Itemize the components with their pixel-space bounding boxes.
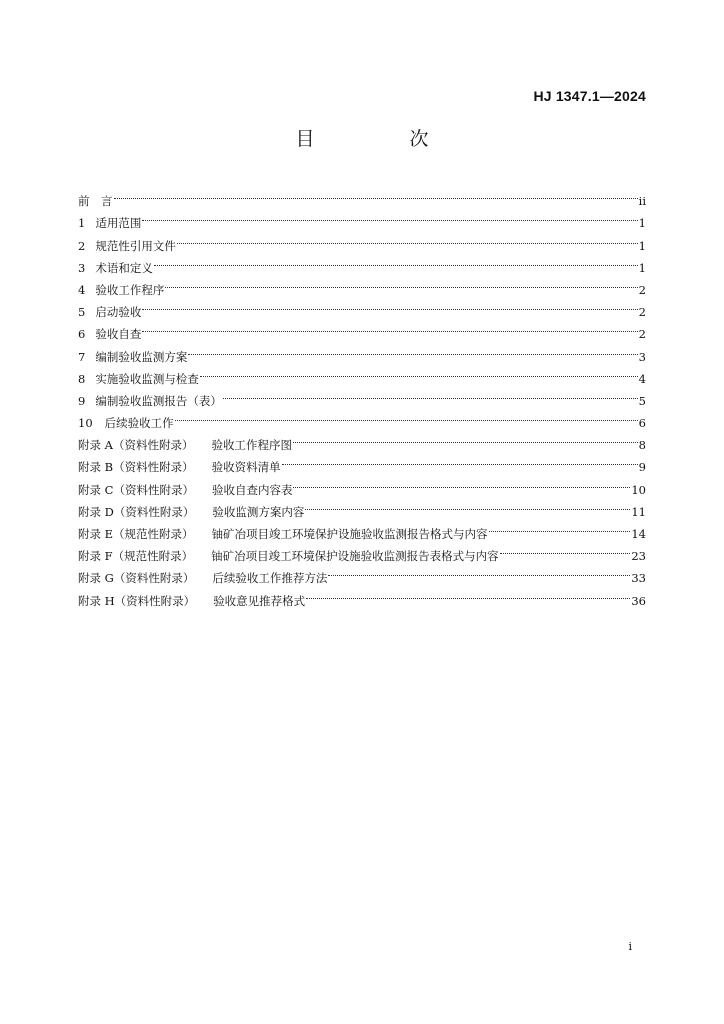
toc-entry-label: 前 言 <box>78 194 113 209</box>
toc-entry-number: 9 <box>78 393 86 408</box>
toc-entry-number: 1 <box>78 216 86 231</box>
toc-entry-page: 36 <box>631 593 646 608</box>
toc-entry-label: 验收自查内容表 <box>211 482 293 497</box>
toc-entry-page: 9 <box>638 460 646 475</box>
toc-dot-leader <box>489 516 631 538</box>
toc-entry-number: 6 <box>78 327 86 342</box>
toc-entry-label: 适用范围 <box>95 216 142 231</box>
toc-entry-page: 2 <box>638 327 646 342</box>
toc-entry-number: 4 <box>78 282 86 297</box>
toc-entry-number: 附录 A（资料性附录） <box>78 438 194 453</box>
toc-entry-label: 验收工作程序图 <box>211 438 292 453</box>
page-title: 目 次 <box>295 128 467 150</box>
toc-dot-leader <box>306 582 630 604</box>
toc-dot-leader <box>200 361 638 383</box>
toc-entry-number: 2 <box>78 238 86 253</box>
toc-dot-leader <box>114 183 638 205</box>
toc-entry-label: 后续验收工作推荐方法 <box>212 571 328 586</box>
toc-entry[interactable] <box>78 250 646 275</box>
toc-entry-label: 规范性引用文件 <box>95 238 176 253</box>
toc-entry[interactable] <box>78 205 646 231</box>
toc-entry-number: 7 <box>78 349 86 364</box>
toc-dot-leader <box>500 538 631 560</box>
toc-entry-page: 4 <box>638 371 646 386</box>
toc-entry-label: 实施验收监测与检查 <box>95 371 199 386</box>
toc-entry-label: 验收监测方案内容 <box>212 504 305 519</box>
toc-entry-page: 6 <box>638 416 646 431</box>
toc-entry-page: 3 <box>638 349 646 364</box>
toc-entry-label: 验收意见推荐格式 <box>213 593 306 608</box>
toc-entry-page: 23 <box>631 549 646 564</box>
toc-entry-page: 2 <box>638 305 646 320</box>
toc-entry[interactable] <box>78 294 646 320</box>
toc-entry-page: 1 <box>638 260 646 275</box>
toc-dot-leader <box>177 227 638 249</box>
toc-entry-label: 编制验收监测报告（表） <box>95 393 222 408</box>
toc-entry[interactable] <box>78 227 646 253</box>
toc-dot-leader <box>142 316 637 338</box>
toc-entry-label: 验收自查 <box>95 327 142 342</box>
page-number: i <box>628 940 632 953</box>
toc-entry-page: 10 <box>631 482 646 497</box>
toc-entry[interactable] <box>78 272 646 297</box>
toc-entry-number: 附录 B（资料性附录） <box>78 460 194 475</box>
toc-entry-label: 编制验收监测方案 <box>95 349 188 364</box>
toc-entry-label: 铀矿冶项目竣工环境保护设施验收监测报告格式与内容 <box>211 527 488 541</box>
toc-entry-page: ii <box>638 194 646 209</box>
toc-entry-number: 附录 H（资料性附录） <box>78 593 196 608</box>
table-of-contents <box>78 183 646 608</box>
toc-entry-label: 术语和定义 <box>95 260 153 275</box>
toc-entry-label: 后续验收工作 <box>104 416 174 431</box>
toc-entry-label: 启动验收 <box>95 305 142 320</box>
toc-entry[interactable] <box>78 338 646 364</box>
toc-entry-page: 1 <box>638 216 646 231</box>
toc-entry-label: 验收资料清单 <box>211 460 281 475</box>
toc-dot-leader <box>154 250 638 272</box>
toc-entry-page: 11 <box>631 504 646 519</box>
toc-entry-page: 5 <box>638 393 646 408</box>
toc-entry-number: 3 <box>78 260 86 275</box>
toc-dot-leader <box>328 560 630 582</box>
toc-dot-leader <box>142 205 637 227</box>
toc-entry-label: 铀矿冶项目竣工环境保护设施验收监测报告表格式与内容 <box>211 549 499 564</box>
standard-code: HJ 1347.1—2024 <box>533 88 646 104</box>
toc-entry[interactable] <box>78 183 646 209</box>
toc-dot-leader <box>282 449 638 471</box>
toc-dot-leader <box>293 471 630 493</box>
toc-entry-number: 附录 C（资料性附录） <box>78 482 194 497</box>
toc-entry[interactable] <box>78 316 646 342</box>
toc-entry-page: 33 <box>631 571 646 586</box>
toc-entry-number: 附录 E（规范性附录） <box>78 527 194 541</box>
toc-entry-number: 附录 G（资料性附录） <box>78 571 195 586</box>
toc-entry-number: 附录 F（规范性附录） <box>78 549 194 564</box>
toc-entry-page: 2 <box>638 282 646 297</box>
toc-dot-leader <box>165 272 637 294</box>
toc-entry-page: 14 <box>631 527 646 541</box>
toc-dot-leader <box>175 405 638 427</box>
toc-entry-page: 8 <box>638 438 646 453</box>
toc-dot-leader <box>293 427 638 449</box>
toc-entry-number: 8 <box>78 371 86 386</box>
toc-dot-leader <box>142 294 637 316</box>
toc-entry-page: 1 <box>638 238 646 253</box>
toc-dot-leader <box>188 338 637 360</box>
toc-entry-number: 附录 D（资料性附录） <box>78 504 195 519</box>
toc-entry-number: 5 <box>78 305 86 320</box>
toc-dot-leader <box>305 494 630 516</box>
toc-dot-leader <box>223 383 638 405</box>
toc-entry-number: 10 <box>78 416 93 431</box>
toc-entry-label: 验收工作程序 <box>95 282 165 297</box>
